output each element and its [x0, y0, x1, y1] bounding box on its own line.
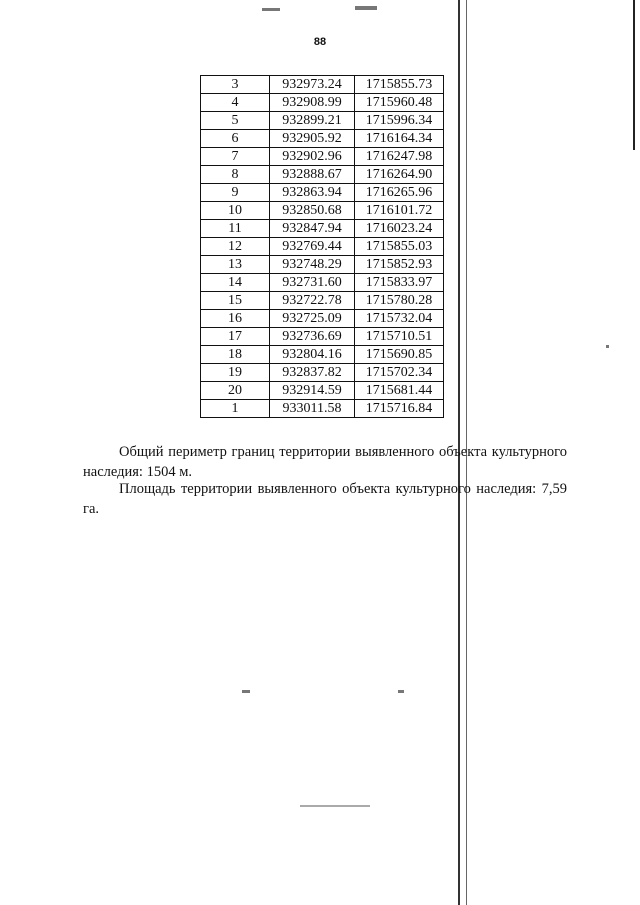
coordinate-table — [200, 75, 444, 418]
x-coordinate-cell: 932863.94 — [270, 184, 355, 202]
x-coordinate-cell: 932888.67 — [270, 166, 355, 184]
scan-noise — [262, 8, 280, 11]
y-coordinate-cell: 1715855.03 — [355, 238, 444, 256]
perimeter-text: Общий периметр границ территории выявленного объекта культурного наследия: 1504 м. — [83, 444, 567, 480]
y-coordinate-cell: 1716264.90 — [355, 166, 444, 184]
point-number-cell: 8 — [201, 166, 270, 184]
x-coordinate-cell: 932769.44 — [270, 238, 355, 256]
point-number-cell: 3 — [201, 76, 270, 94]
point-number-cell: 16 — [201, 310, 270, 328]
y-coordinate-cell: 1715833.97 — [355, 274, 444, 292]
x-coordinate-cell: 932973.24 — [270, 76, 355, 94]
point-number-cell: 14 — [201, 274, 270, 292]
table-row — [201, 130, 444, 148]
x-coordinate-cell: 932905.92 — [270, 130, 355, 148]
point-number-cell: 19 — [201, 364, 270, 382]
page-number: 88 — [313, 36, 327, 48]
table-row — [201, 310, 444, 328]
x-coordinate-cell: 932748.29 — [270, 256, 355, 274]
x-coordinate-cell: 932804.16 — [270, 346, 355, 364]
point-number-cell: 11 — [201, 220, 270, 238]
y-coordinate-cell: 1715780.28 — [355, 292, 444, 310]
y-coordinate-cell: 1715855.73 — [355, 76, 444, 94]
point-number-cell: 13 — [201, 256, 270, 274]
y-coordinate-cell: 1715690.85 — [355, 346, 444, 364]
table-row — [201, 202, 444, 220]
table-row — [201, 112, 444, 130]
y-coordinate-cell: 1715852.93 — [355, 256, 444, 274]
y-coordinate-cell: 1715710.51 — [355, 328, 444, 346]
point-number-cell: 20 — [201, 382, 270, 400]
y-coordinate-cell: 1715996.34 — [355, 112, 444, 130]
x-coordinate-cell: 932908.99 — [270, 94, 355, 112]
x-coordinate-cell: 932725.09 — [270, 310, 355, 328]
table-row — [201, 94, 444, 112]
table-row — [201, 76, 444, 94]
x-coordinate-cell: 932837.82 — [270, 364, 355, 382]
y-coordinate-cell: 1716101.72 — [355, 202, 444, 220]
y-coordinate-cell: 1716247.98 — [355, 148, 444, 166]
point-number-cell: 12 — [201, 238, 270, 256]
scan-noise — [398, 690, 404, 693]
table-row — [201, 184, 444, 202]
table-row — [201, 238, 444, 256]
x-coordinate-cell: 932722.78 — [270, 292, 355, 310]
y-coordinate-cell: 1715681.44 — [355, 382, 444, 400]
point-number-cell: 9 — [201, 184, 270, 202]
x-coordinate-cell: 932914.59 — [270, 382, 355, 400]
point-number-cell: 6 — [201, 130, 270, 148]
x-coordinate-cell: 932899.21 — [270, 112, 355, 130]
x-coordinate-cell: 932847.94 — [270, 220, 355, 238]
scan-noise — [606, 345, 609, 348]
table-row — [201, 148, 444, 166]
scan-noise — [300, 805, 370, 807]
y-coordinate-cell: 1715960.48 — [355, 94, 444, 112]
x-coordinate-cell: 932736.69 — [270, 328, 355, 346]
x-coordinate-cell: 932902.96 — [270, 148, 355, 166]
table-row — [201, 220, 444, 238]
table-row — [201, 328, 444, 346]
x-coordinate-cell: 932731.60 — [270, 274, 355, 292]
y-coordinate-cell: 1715702.34 — [355, 364, 444, 382]
point-number-cell: 15 — [201, 292, 270, 310]
point-number-cell: 18 — [201, 346, 270, 364]
perimeter-paragraph — [83, 442, 567, 482]
area-text: Площадь территории выявленного объекта культурного наследия: 7,59 га. — [83, 481, 567, 517]
point-number-cell: 10 — [201, 202, 270, 220]
point-number-cell: 1 — [201, 400, 270, 418]
area-paragraph — [83, 479, 567, 519]
table-row — [201, 256, 444, 274]
x-coordinate-cell: 933011.58 — [270, 400, 355, 418]
table-row — [201, 382, 444, 400]
y-coordinate-cell: 1716023.24 — [355, 220, 444, 238]
x-coordinate-cell: 932850.68 — [270, 202, 355, 220]
table-row — [201, 400, 444, 418]
table-row — [201, 166, 444, 184]
y-coordinate-cell: 1716265.96 — [355, 184, 444, 202]
table-row — [201, 274, 444, 292]
scan-noise — [355, 6, 377, 10]
table-row — [201, 364, 444, 382]
y-coordinate-cell: 1715716.84 — [355, 400, 444, 418]
y-coordinate-cell: 1715732.04 — [355, 310, 444, 328]
scan-noise — [242, 690, 250, 693]
coordinate-table-body — [201, 76, 444, 418]
table-row — [201, 292, 444, 310]
table-row — [201, 346, 444, 364]
scan-edge-line-right — [633, 0, 635, 150]
point-number-cell: 4 — [201, 94, 270, 112]
point-number-cell: 5 — [201, 112, 270, 130]
point-number-cell: 7 — [201, 148, 270, 166]
point-number-cell: 17 — [201, 328, 270, 346]
y-coordinate-cell: 1716164.34 — [355, 130, 444, 148]
